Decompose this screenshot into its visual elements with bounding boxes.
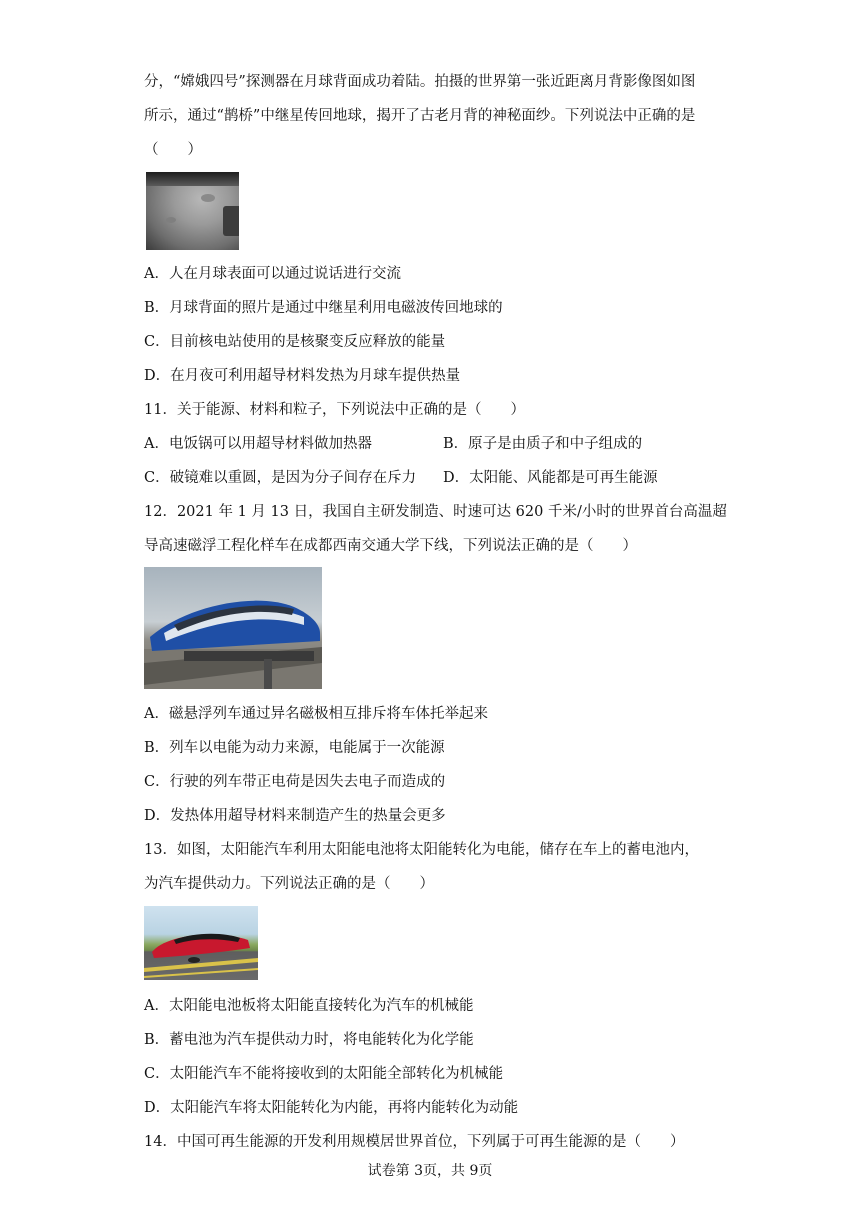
q13-stem-line1: 13．如图，太阳能汽车利用太阳能电池将太阳能转化为电能，储存在车上的蓄电池内， — [144, 842, 699, 858]
q11-option-c: C．破镜难以重圆，是因为分子间存在斥力 — [144, 470, 417, 486]
q13-option-a: A．太阳能电池板将太阳能直接转化为汽车的机械能 — [144, 998, 474, 1014]
q14-stem: 14．中国可再生能源的开发利用规模居世界首位，下列属于可再生能源的是（ ） — [144, 1134, 685, 1150]
q13-option-c: C．太阳能汽车不能将接收到的太阳能全部转化为机械能 — [144, 1066, 504, 1082]
q11-stem: 11．关于能源、材料和粒子，下列说法中正确的是（ ） — [144, 402, 525, 418]
q12-stem-line1: 12．2021 年 1 月 13 日，我国自主研发制造、时速可达 620 千米/小时的世界首台高温超 — [144, 504, 727, 520]
q10-option-c: C．目前核电站使用的是核聚变反应释放的能量 — [144, 334, 446, 350]
q11-option-d: D．太阳能、风能都是可再生能源 — [443, 470, 658, 486]
solar-car-image — [144, 906, 258, 980]
q10-intro-line1: 分，“嫦娥四号”探测器在月球背面成功着陆。拍摄的世界第一张近距离月背影像图如图 — [144, 74, 696, 90]
q13-option-d: D．太阳能汽车将太阳能转化为内能，再将内能转化为动能 — [144, 1100, 519, 1116]
q10-paren: （ ） — [144, 142, 202, 158]
q10-option-d: D．在月夜可利用超导材料发热为月球车提供热量 — [144, 368, 461, 384]
maglev-train-image — [144, 567, 322, 689]
q12-option-c: C．行驶的列车带正电荷是因失去电子而造成的 — [144, 774, 446, 790]
moon-surface-image — [146, 172, 239, 250]
q12-option-b: B．列车以电能为动力来源，电能属于一次能源 — [144, 740, 445, 756]
q10-option-a: A．人在月球表面可以通过说话进行交流 — [144, 266, 401, 282]
q11-option-b: B．原子是由质子和中子组成的 — [443, 436, 643, 452]
q13-stem-line2: 为汽车提供动力。下列说法正确的是（ ） — [144, 876, 434, 892]
q12-option-d: D．发热体用超导材料来制造产生的热量会更多 — [144, 808, 446, 824]
q12-option-a: A．磁悬浮列车通过异名磁极相互排斥将车体托举起来 — [144, 706, 488, 722]
q12-stem-line2: 导高速磁浮工程化样车在成都西南交通大学下线，下列说法正确的是（ ） — [144, 538, 637, 554]
q11-option-a: A．电饭锅可以用超导材料做加热器 — [144, 436, 372, 452]
page-footer: 试卷第 3页，共 9页 — [367, 1163, 493, 1179]
q10-option-b: B．月球背面的照片是通过中继星利用电磁波传回地球的 — [144, 300, 503, 316]
q13-option-b: B．蓄电池为汽车提供动力时，将电能转化为化学能 — [144, 1032, 474, 1048]
q10-intro-line2: 所示，通过“鹊桥”中继星传回地球，揭开了古老月背的神秘面纱。下列说法中正确的是 — [144, 108, 696, 124]
